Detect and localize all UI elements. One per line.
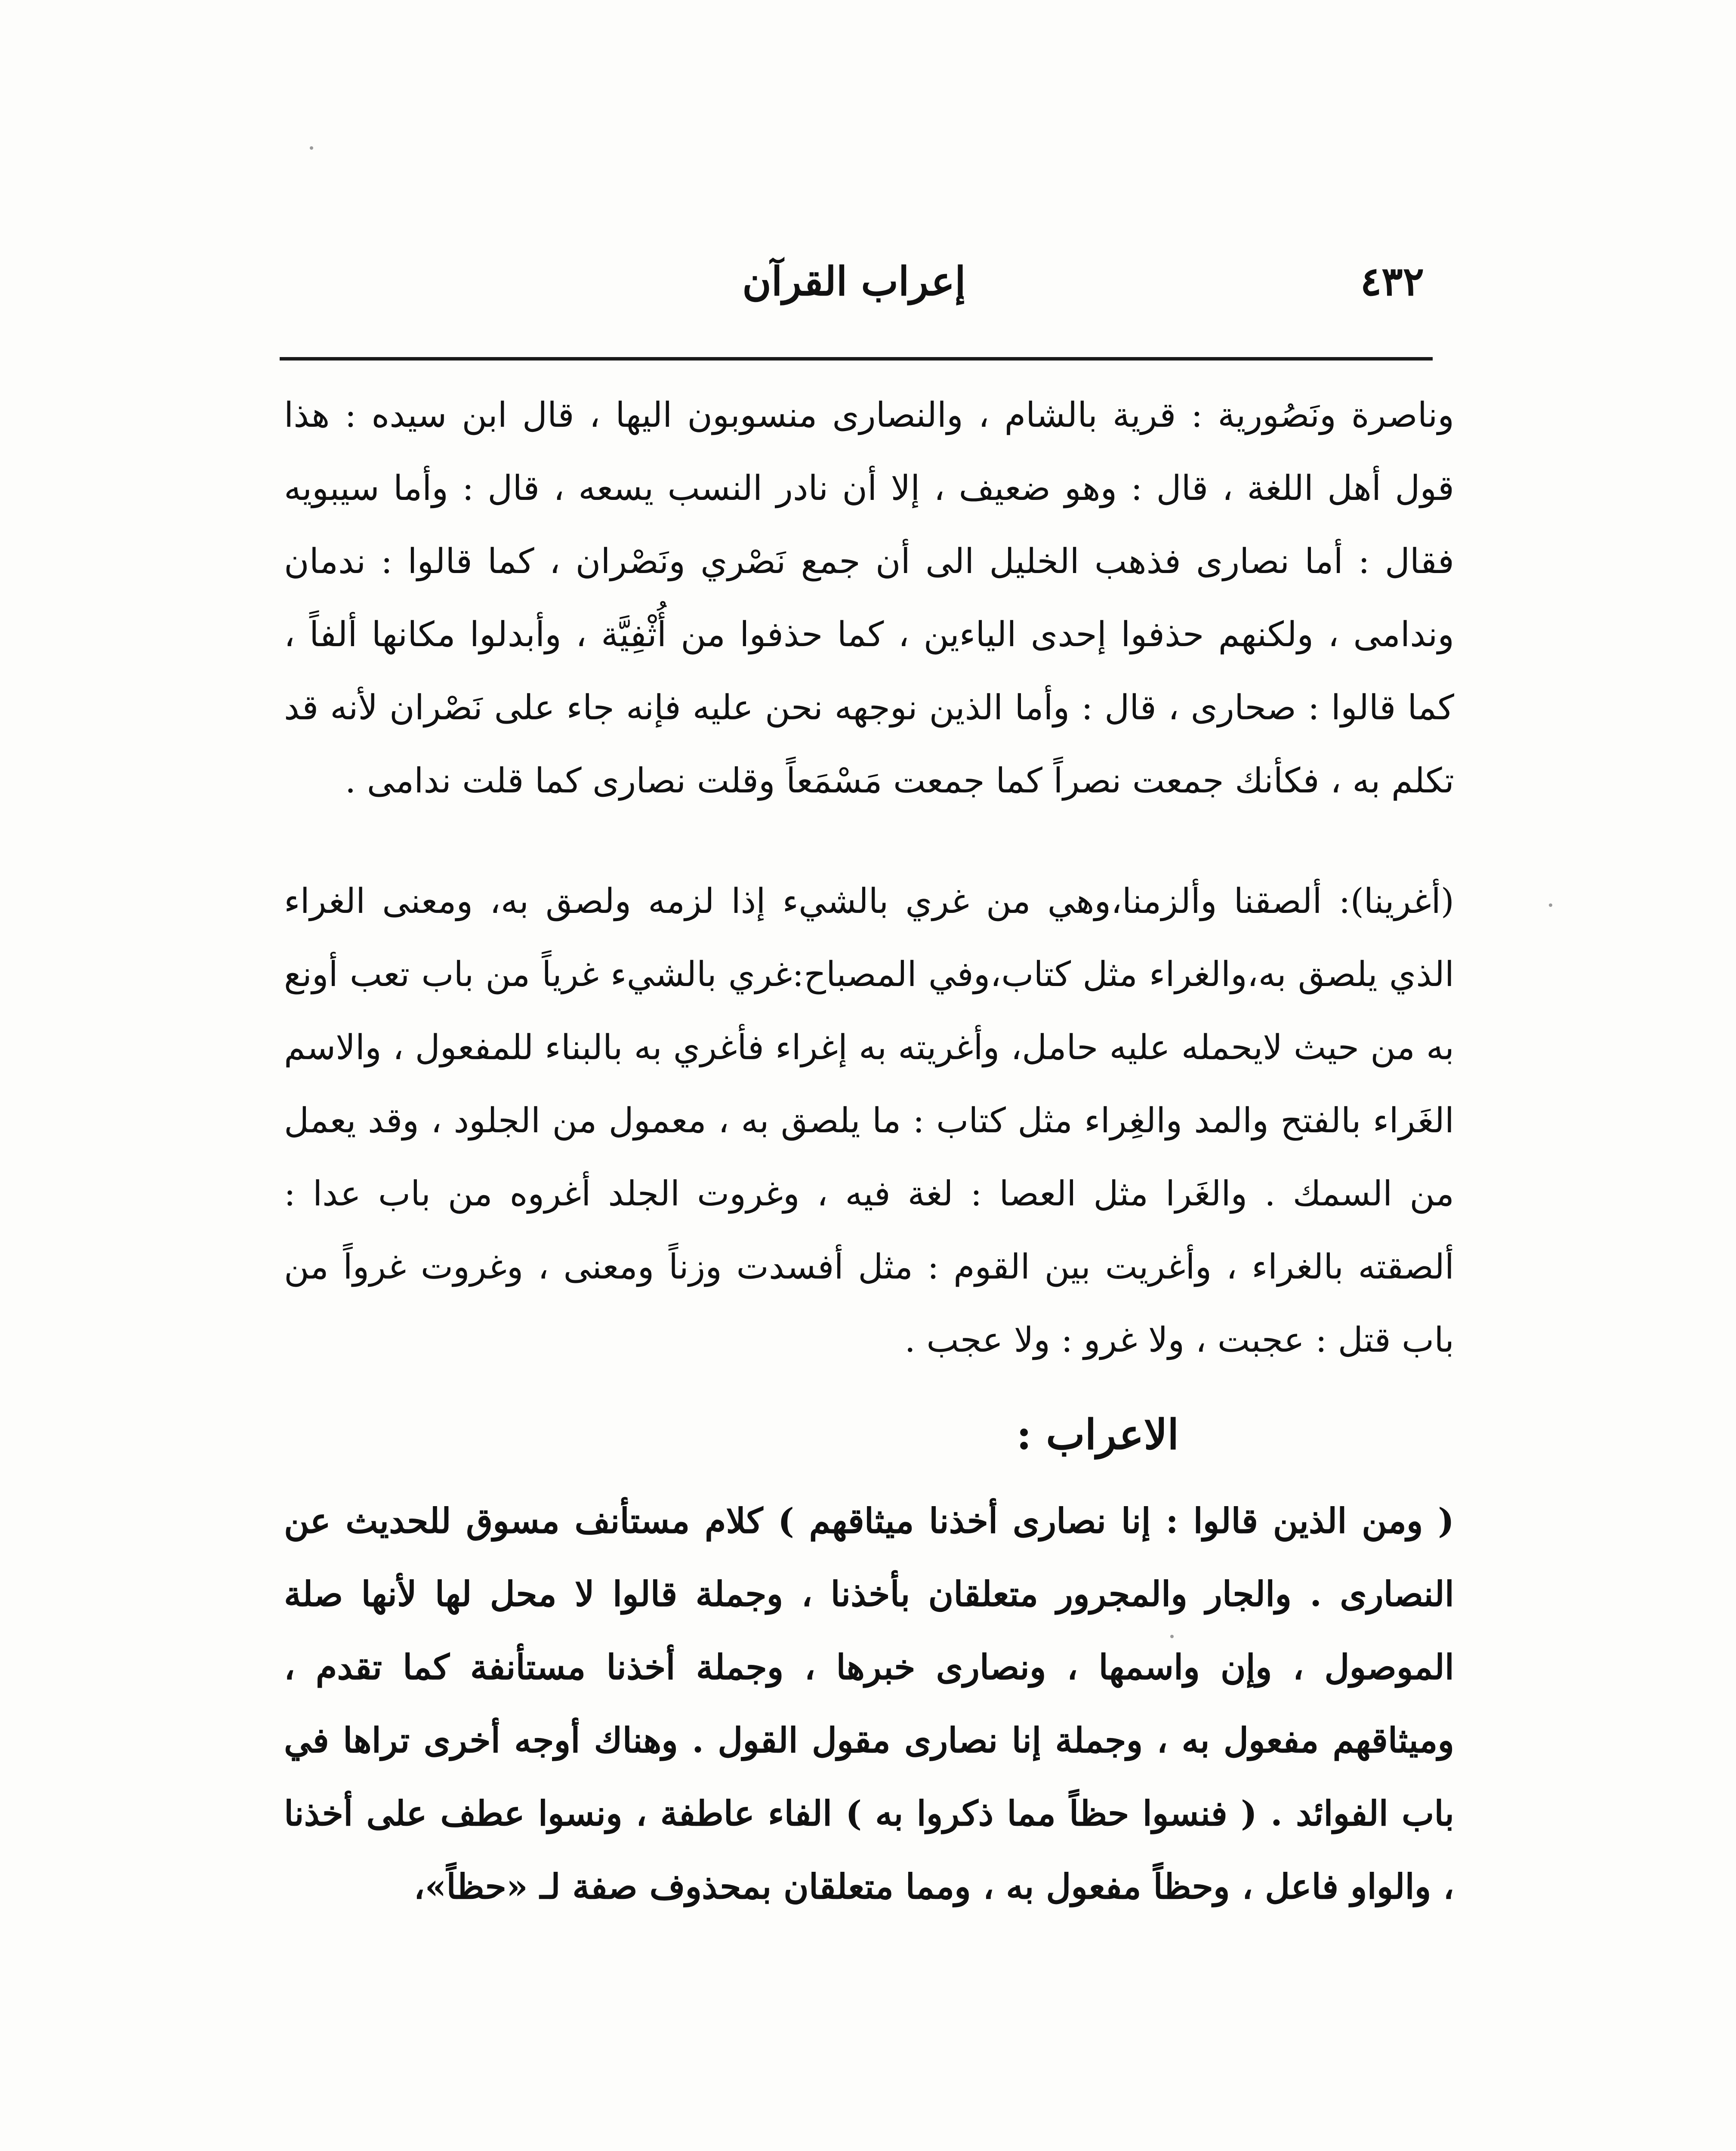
page-header	[284, 254, 1424, 314]
scan-speck	[310, 146, 313, 150]
running-title: إعراب القرآن	[742, 258, 966, 305]
paragraph-grammatical-analysis: ( ومن الذين قالوا : إنا نصارى أخذنا ميثاقهم ) كلام مستأنف مسوق للحديث عن النصارى . والجار والمجرور متعلقان بأخذنا ، وجملة قالوا لا محل لها لأنها صلة الموصول ، وإن واسمها ، ونصارى خبرها ، وجملة أخذنا مستأنفة كما تقدم ، وميثاقهم مفعول به ، وجملة إنا نصارى مقول القول . وهناك أوجه أخرى تراها في باب الفوائد . ( فنسوا حظاً مما ذكروا به ) الفاء عاطفة ، ونسوا عطف على أخذنا ، والواو فاعل ، وحظاً مفعول به ، ومما متعلقان بمحذوف صفة لـ «حظاً»،	[284, 1501, 1454, 1907]
paragraph-lexical-nasara: وناصرة ونَصُورية : قرية بالشام ، والنصارى منسوبون اليها ، قال ابن سيده : هذا قول أهل اللغة ، قال : وهو ضعيف ، إلا أن نادر النسب يسعه ، قال : وأما سيبويه فقال : أما نصارى فذهب الخليل الى أن جمع نَصْري ونَصْران ، كما قالوا : ندمان وندامى ، ولكنهم حذفوا إحدى الياءين ، كما حذفوا من أُثْفِيَّة ، وأبدلوا مكانها ألفاً ، كما قالوا : صحارى ، قال : وأما الذين نوجهه نحن عليه فإنه جاء على نَصْران لأنه قد تكلم به ، فكأنك جمعت نصراً كما جمعت مَسْمَعاً وقلت نصارى كما قلت ندامى .	[284, 395, 1455, 801]
section-heading-irab: الاعراب :	[1016, 1410, 1179, 1459]
paragraph-lexical-aghrayna: (أغرينا): ألصقنا وألزمنا،وهي من غري بالشيء إذا لزمه ولصق به، ومعنى الغراء الذي يلصق به،والغراء مثل كتاب،وفي المصباح:غري بالشيء غرياً من باب تعب أونع به من حيث لايحمله عليه حامل، وأغريته به إغراء فأغري به بالبناء للمفعول ، والاسم الغَراء بالفتح والمد والغِراء مثل كتاب : ما يلصق به ، معمول من الجلود ، وقد يعمل من السمك . والغَرا مثل العصا : لغة فيه ، وغروت الجلد أغروه من باب عدا : ألصقته بالغراء ، وأغريت بين القوم : مثل أفسدت وزناً ومعنى ، وغروت غرواً من باب قتل : عجبت ، ولا غرو : ولا عجب .	[284, 881, 1455, 1360]
page-number: ٤٣٢	[1360, 258, 1424, 305]
scan-speck	[1549, 903, 1552, 907]
header-divider	[280, 357, 1433, 361]
scan-speck	[1170, 1635, 1174, 1638]
page-body	[284, 379, 1454, 1923]
